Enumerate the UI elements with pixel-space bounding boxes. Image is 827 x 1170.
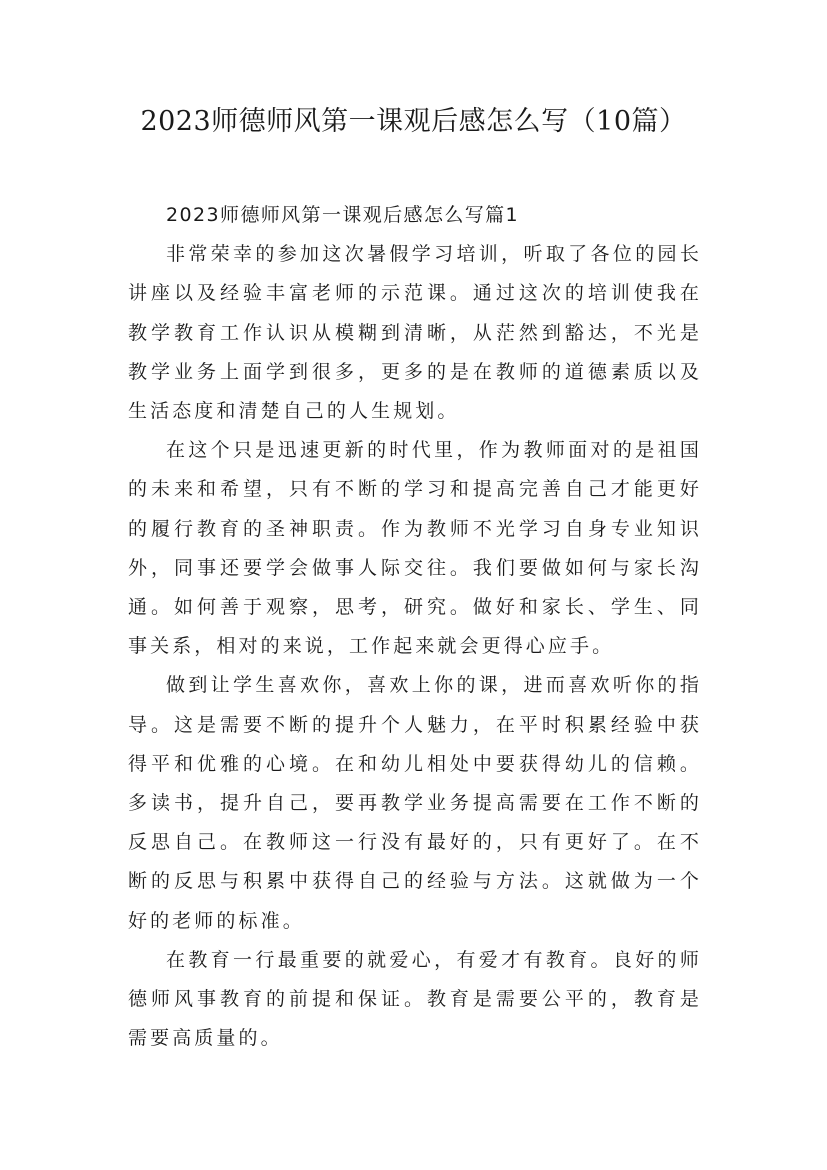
document-body bbox=[128, 196, 702, 1058]
section-subtitle: 2023师德师风第一课观后感怎么写篇1 bbox=[166, 204, 520, 226]
document-title: 2023师德师风第一课观后感怎么写（10篇） bbox=[140, 106, 687, 137]
paragraph-4: 在教育一行最重要的就爱心，有爱才有教育。良好的师德师风事教育的前提和保证。教育是需要公平的，教育是需要高质量的。 bbox=[128, 948, 702, 1050]
paragraph-2: 在这个只是迅速更新的时代里，作为教师面对的是祖国的未来和希望，只有不断的学习和提高完善自己才能更好的履行教育的圣神职责。作为教师不光学习自身专业知识外，同事还要学会做事人际交往。我们要做如何与家长沟通。如何善于观察，思考，研究。做好和家长、学生、同事关系，相对的来说，工作起来就会更得心应手。 bbox=[128, 439, 702, 658]
paragraph-1: 非常荣幸的参加这次暑假学习培训，听取了各位的园长讲座以及经验丰富老师的示范课。通过这次的培训使我在教学教育工作认识从模糊到清晰，从茫然到豁达，不光是教学业务上面学到很多，更多的是在教师的道德素质以及生活态度和清楚自己的人生规划。 bbox=[128, 243, 702, 423]
paragraph-3: 做到让学生喜欢你，喜欢上你的课，进而喜欢听你的指导。这是需要不断的提升个人魅力，在平时积累经验中获得平和优雅的心境。在和幼儿相处中要获得幼儿的信赖。多读书，提升自己，要再教学业务提高需要在工作不断的反思自己。在教师这一行没有最好的，只有更好了。在不断的反思与积累中获得自己的经验与方法。这就做为一个好的老师的标准。 bbox=[128, 674, 702, 932]
